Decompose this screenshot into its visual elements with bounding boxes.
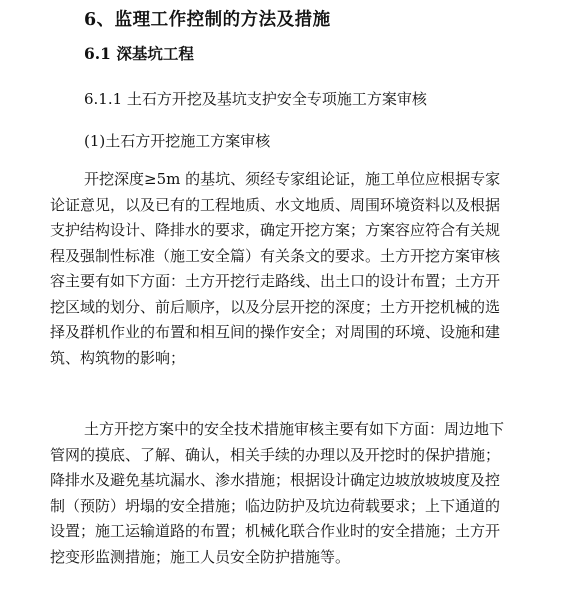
paragraph-line: 挖变形监测措施；施工人员安全防护措施等。 — [50, 547, 351, 566]
item-heading: (1)土石方开挖施工方案审核 — [84, 132, 271, 150]
subsubsection-heading: 6.1.1 土石方开挖及基坑支护安全专项施工方案审核 — [84, 90, 427, 108]
paragraph-2 — [50, 417, 560, 570]
subsection-heading: 6.1 深基坑工程 — [84, 44, 194, 63]
paragraph-line: 容主要有如下方面：土方开挖行走路线、出土口的设计布置；土方开 — [50, 272, 501, 290]
paragraph-line: 管网的摸底、了解、确认，相关手续的办理以及开挖时的保护措施； — [50, 445, 501, 464]
paragraph-line: 筑、构筑物的影响； — [50, 348, 186, 367]
paragraph-line: 开挖深度≥5m 的基坑、须经专家组论证，施工单位应根据专家 — [84, 170, 501, 188]
paragraph-line: 制（预防）坍塌的安全措施；临边防护及坑边荷载要求；上下通道的 — [50, 496, 501, 515]
paragraph-1 — [50, 167, 560, 371]
paragraph-line: 择及群机作业的布置和相互间的操作安全；对周围的环境、设施和建 — [50, 323, 501, 341]
paragraph-line: 挖区域的划分、前后顺序，以及分层开挖的深度；土方开挖机械的选 — [50, 297, 501, 316]
paragraph-line: 程及强制性标准（施工安全篇）有关条文的要求。土方开挖方案审核 — [50, 246, 501, 265]
paragraph-line: 支护结构设计、降排水的要求，确定开挖方案；方案容应符合有关规 — [50, 221, 501, 239]
paragraph-line: 设置；施工运输道路的布置；机械化联合作业时的安全措施；土方开 — [50, 522, 501, 540]
section-heading: 6、监理工作控制的方法及措施 — [84, 10, 331, 30]
paragraph-line: 降排水及避免基坑漏水、渗水措施；根据设计确定边坡放坡坡度及控 — [50, 471, 501, 489]
paragraph-line: 论证意见，以及已有的工程地质、水文地质、周围环境资料以及根据 — [50, 195, 501, 214]
paragraph-line: 土方开挖方案中的安全技术措施审核主要有如下方面：周边地下 — [84, 420, 505, 438]
